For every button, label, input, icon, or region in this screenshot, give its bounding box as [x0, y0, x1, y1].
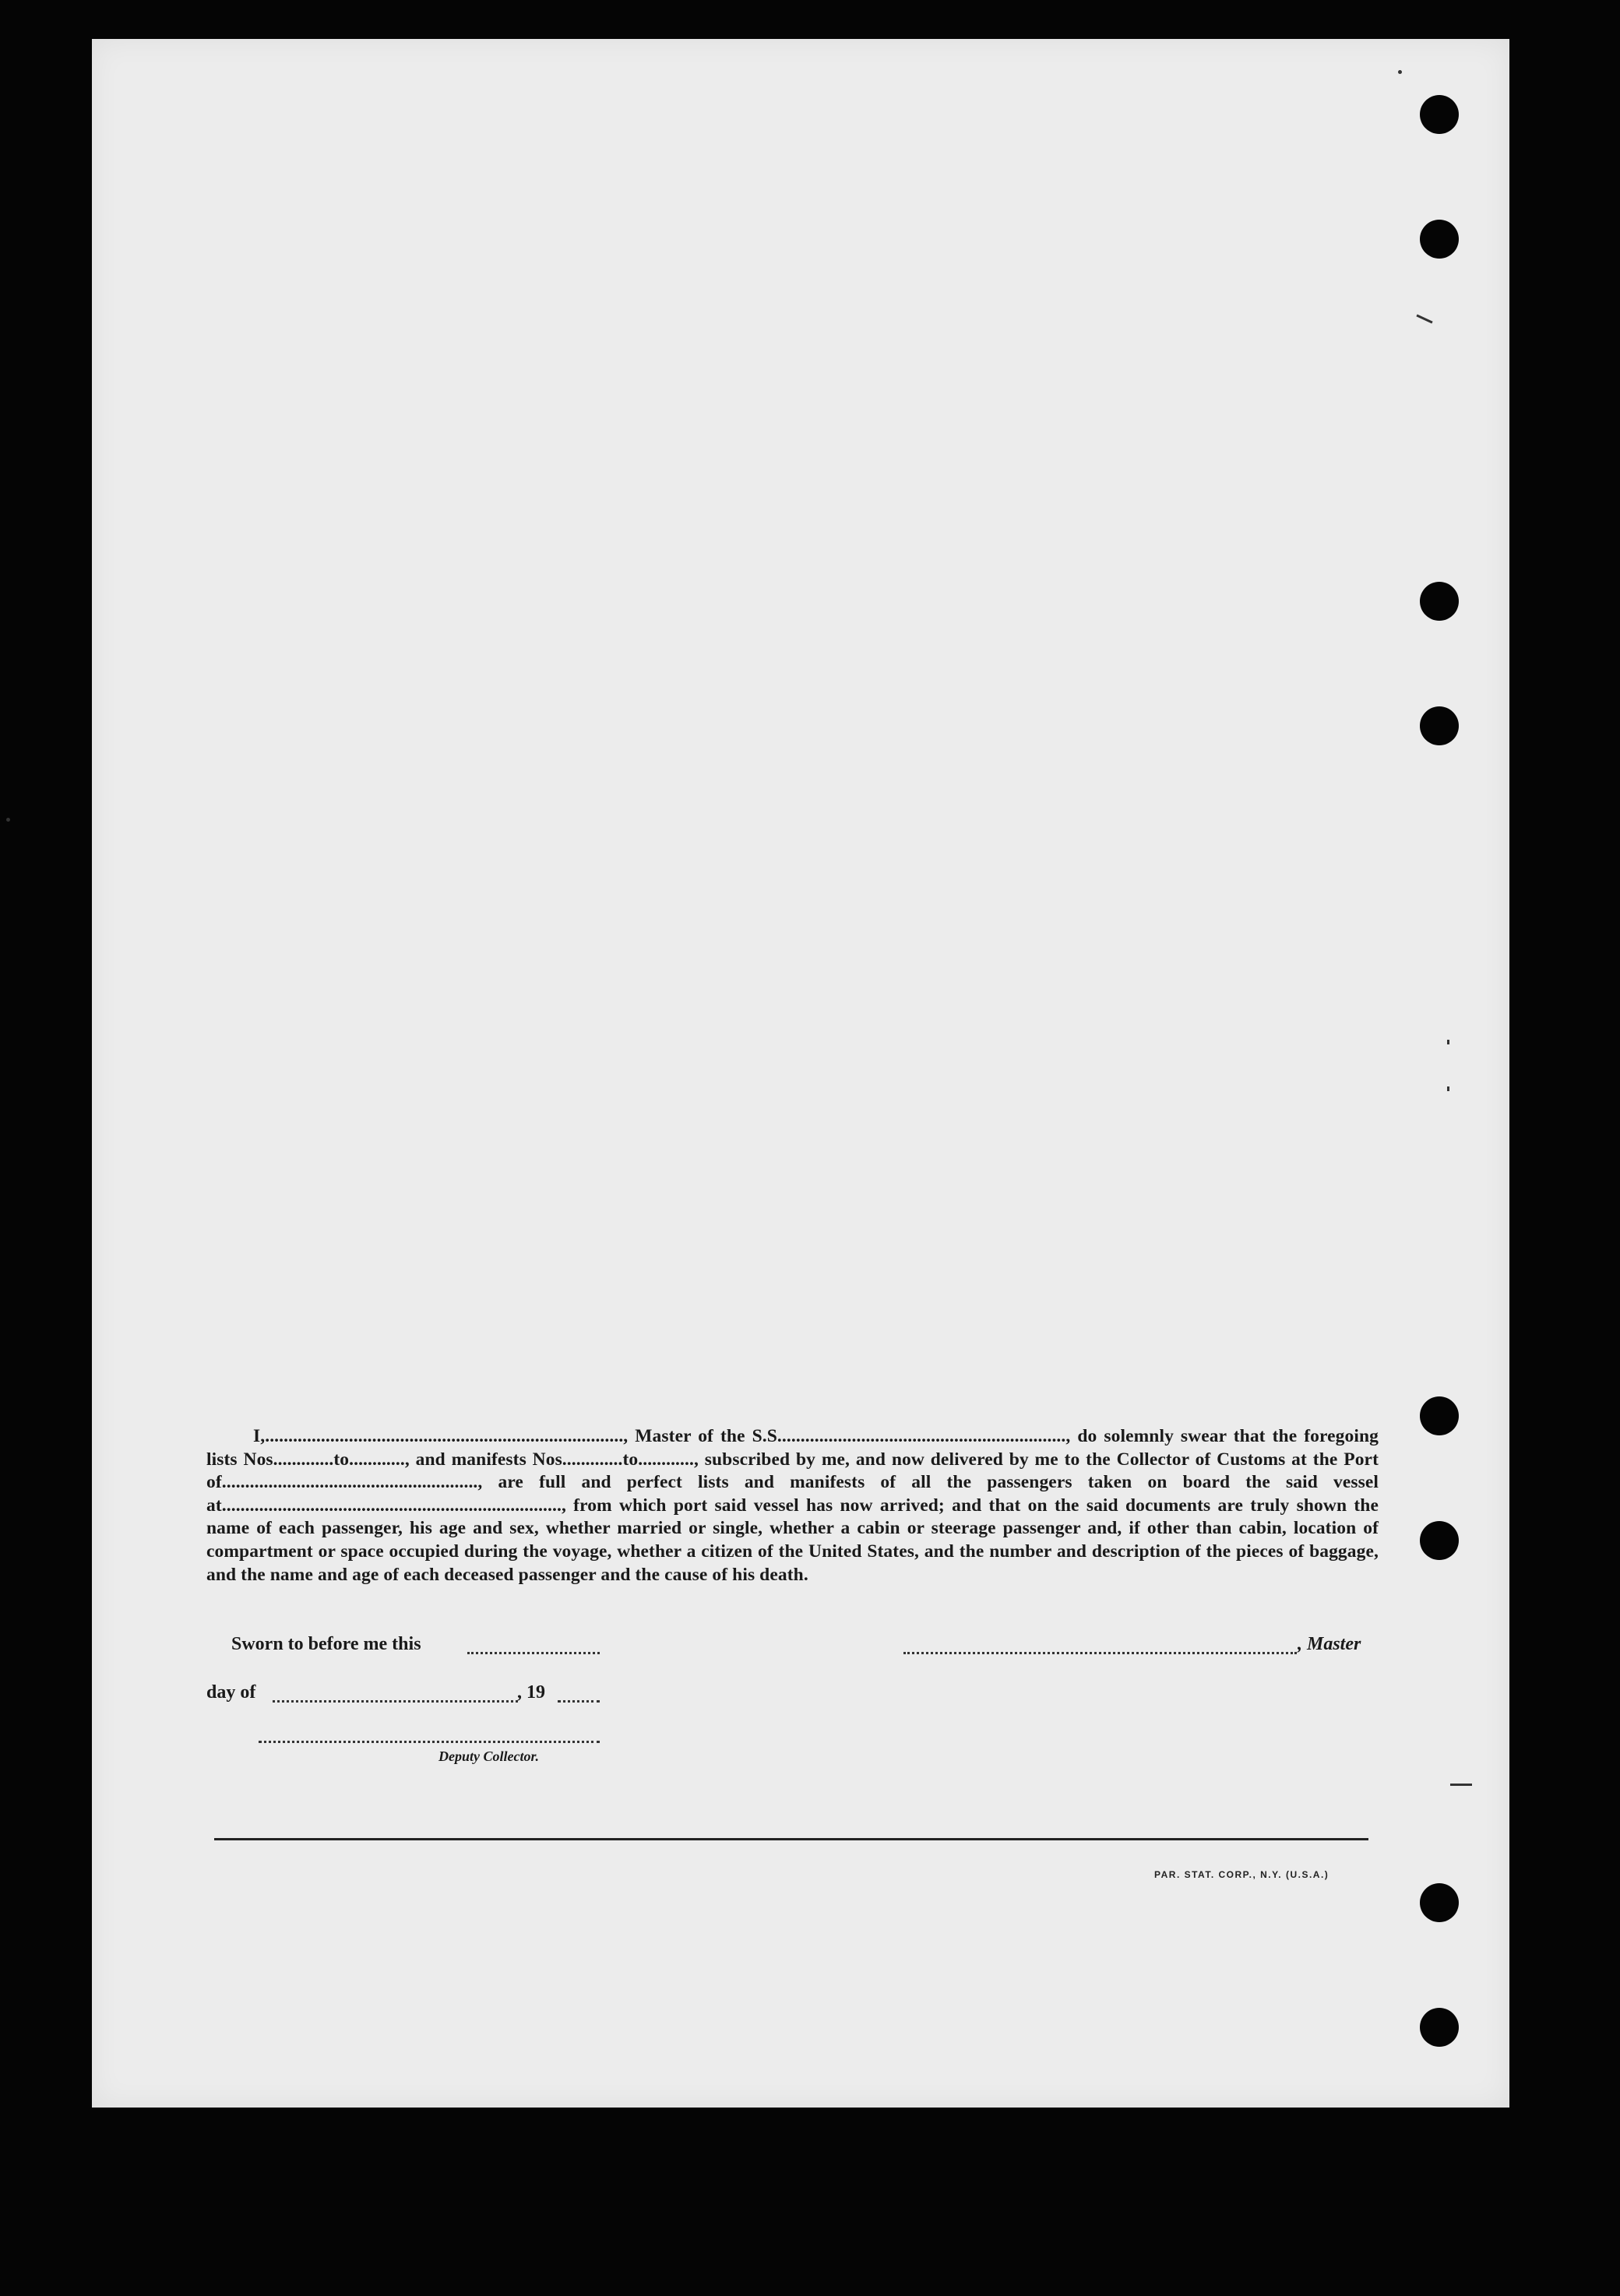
punch-hole	[1420, 706, 1459, 745]
bottom-rule	[214, 1838, 1368, 1840]
printer-imprint: PAR. STAT. CORP., N.Y. (U.S.A.)	[1154, 1869, 1329, 1880]
punch-hole	[1420, 1883, 1459, 1922]
scan-speck	[1447, 1040, 1449, 1044]
punch-hole	[1420, 220, 1459, 259]
year-line[interactable]	[558, 1700, 600, 1703]
scan-speck	[1398, 70, 1402, 74]
punch-hole	[1420, 1396, 1459, 1435]
form-sheet	[92, 39, 1509, 2108]
day-of-label: day of	[206, 1682, 256, 1703]
punch-hole	[1420, 1521, 1459, 1560]
deputy-collector-line[interactable]	[259, 1741, 600, 1743]
day-of-line[interactable]	[273, 1700, 518, 1703]
master-signature-line[interactable]	[903, 1652, 1297, 1654]
year-label: , 19	[517, 1682, 545, 1703]
scan-speck	[1447, 1086, 1449, 1091]
scan-speck	[1450, 1784, 1472, 1786]
sworn-date-line[interactable]	[467, 1652, 600, 1654]
punch-hole	[1420, 582, 1459, 621]
punch-hole	[1420, 2008, 1459, 2047]
deputy-collector-label: Deputy Collector.	[438, 1748, 539, 1764]
scan-speck	[6, 818, 10, 822]
punch-hole	[1420, 95, 1459, 134]
oath-paragraph: I,............................................................................., Master of the S.S.............................................................., do solemnly swear that the foregoing lists Nos.............to............, and manifests Nos.............to............, subscribed by me, and now delivered by me to the Collector of Customs at the Port of......................................................., are full and perfect lists and manifests of all the passengers taken on board the said vessel at........................................................................., from which port said vessel has now arrived; and that on the said documents are truly shown the name of each passenger, his age and sex, whether married or single, whether a cabin or steerage passenger and, if other than cabin, location of compartment or space occupied during the voyage, whether a citizen of the United States, and the number and description of the pieces of baggage, and the name and age of each deceased passenger and the cause of his death.	[206, 1426, 1379, 1585]
master-label: , Master	[1298, 1634, 1361, 1654]
sworn-label: Sworn to before me this	[231, 1634, 421, 1654]
